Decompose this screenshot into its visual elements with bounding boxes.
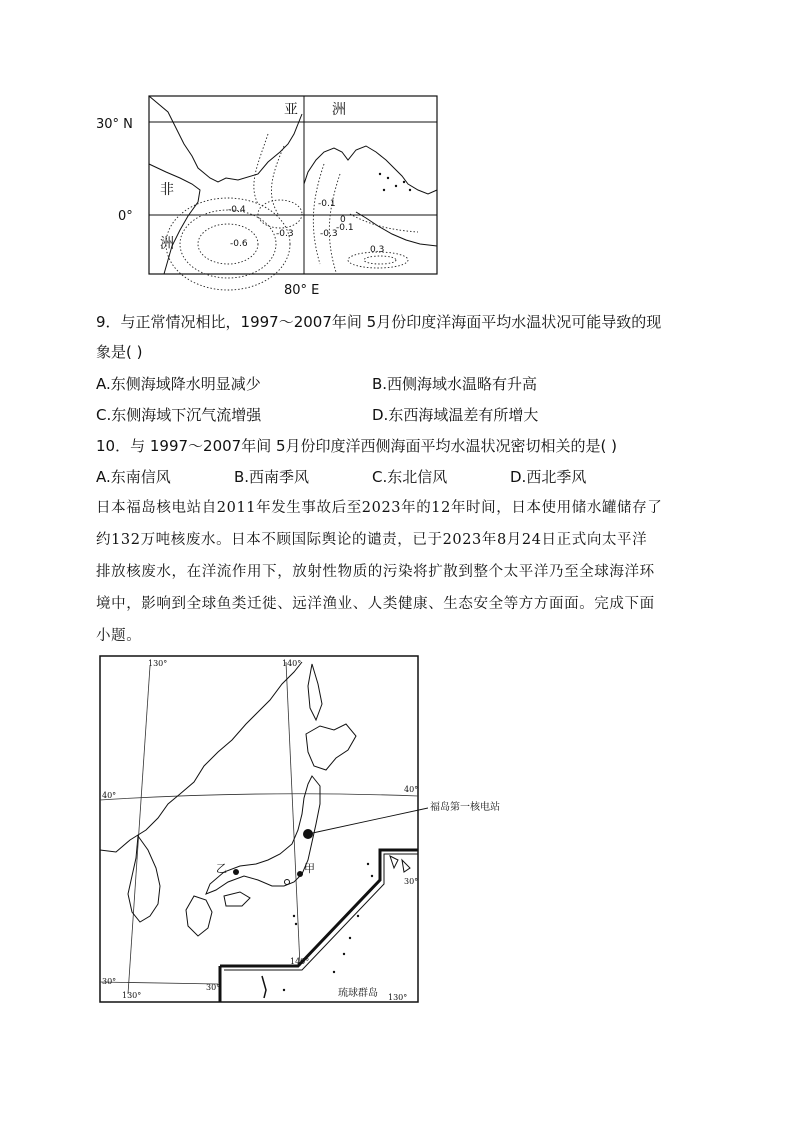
asia-label-1: 亚 <box>284 102 298 118</box>
fukushima-plant-marker <box>303 829 313 839</box>
africa-coastline <box>149 164 200 274</box>
lat-30-left-label: 30° <box>102 977 117 986</box>
japan-map <box>98 654 428 1006</box>
africa-label-2: 洲 <box>160 236 174 252</box>
question-9-stem-line1: 9．与正常情况相比，1997～2007年间 5月份印度洋海面平均水温状况可能导致的现 <box>96 313 662 331</box>
point-jia-marker <box>297 871 303 877</box>
question-9-stem-line2: 象是( ) <box>96 343 143 361</box>
ryukyu-label: 琉球群岛 <box>338 988 378 999</box>
lat-40-right-label: 40° <box>404 785 419 794</box>
passage-line: 约132万吨核废水。日本不顾国际舆论的谴责，已于2023年8月24日正式向太平洋 <box>96 532 648 548</box>
question-10-option-a[interactable]: A.东南信风 <box>96 468 171 486</box>
lon-130-inset-label: 130° <box>388 993 408 1002</box>
hokkaido-coastline <box>306 724 356 770</box>
asia-coastline <box>304 146 437 194</box>
korea-coastline <box>128 836 160 922</box>
isotherm-label: 0.3 <box>370 245 385 255</box>
passage-line: 日本福岛核电站自2011年发生事故后至2023年的12年时间，日本使用储水罐储存了 <box>96 500 663 516</box>
question-9-option-b[interactable]: B.西侧海域水温略有升高 <box>372 375 538 393</box>
lon-140-top-label: 140° <box>282 659 302 668</box>
shikoku-coastline <box>224 892 250 906</box>
question-10-option-b[interactable]: B.西南季风 <box>234 468 310 486</box>
question-10-option-c[interactable]: C.东北信风 <box>372 468 448 486</box>
passage-line: 境中，影响到全球鱼类迁徙、远洋渔业、人类健康、生态安全等方方面面。完成下面 <box>96 596 655 612</box>
arabia-coastline <box>149 96 302 182</box>
inset-border <box>220 850 418 966</box>
indian-ocean-temperature-map <box>88 94 448 302</box>
isotherm-label: -0.3 <box>276 229 294 239</box>
isotherm-label: -0.4 <box>228 205 246 215</box>
isotherm-lines <box>166 134 418 290</box>
lon-140-bottom-label: 140° <box>290 957 310 966</box>
sumatra-java-coastline <box>356 212 437 246</box>
asia-label-2: 洲 <box>332 102 346 118</box>
sakhalin-coastline <box>308 664 322 720</box>
question-10-stem: 10．与 1997～2007年间 5月份印度洋西侧海面平均水温状况密切相关的是( ) <box>96 437 617 455</box>
isotherm-label: -0.6 <box>230 239 248 249</box>
inset-border-inner <box>224 854 418 970</box>
lon-130-top-label: 130° <box>148 659 168 668</box>
point-yi-marker <box>233 869 239 875</box>
fukushima-plant-label: 福岛第一核电站 <box>430 802 500 813</box>
point-yi-label: 乙 <box>216 862 227 875</box>
map-frame <box>149 96 437 274</box>
question-9-option-a[interactable]: A.东侧海域降水明显减少 <box>96 375 261 393</box>
inset-30-bottom-label: 30° <box>206 983 221 992</box>
passage-line: 小题。 <box>96 628 142 644</box>
isotherm-label: -0.3 <box>320 229 338 239</box>
equator-label: 0° <box>118 209 133 224</box>
mainland-coastline <box>100 662 302 852</box>
passage-line: 排放核废水，在洋流作用下，放射性物质的污染将扩散到整个太平洋乃至全球海洋环 <box>96 564 655 580</box>
isotherm-label: -0.1 <box>336 223 354 233</box>
city-marker <box>285 880 290 885</box>
lat-40-left-label: 40° <box>102 791 117 800</box>
plant-leader-line <box>308 808 428 834</box>
lon-130-bottom-label: 130° <box>122 991 142 1000</box>
point-jia-label: 甲 <box>304 862 315 875</box>
longitude-80e-label: 80° E <box>284 283 320 298</box>
africa-label-1: 非 <box>160 182 174 198</box>
inset-30-right-label: 30° <box>404 877 419 886</box>
passage <box>96 492 700 652</box>
isotherm-label: -0.1 <box>318 199 336 209</box>
kyushu-coastline <box>186 896 212 936</box>
latitude-30n-label: 30° N <box>96 117 133 132</box>
isotherm-label: 0 <box>340 215 346 225</box>
question-9-option-d[interactable]: D.东西海域温差有所增大 <box>372 406 539 424</box>
question-10-option-d[interactable]: D.西北季风 <box>510 468 587 486</box>
question-9-option-c[interactable]: C.东侧海域下沉气流增强 <box>96 406 262 424</box>
